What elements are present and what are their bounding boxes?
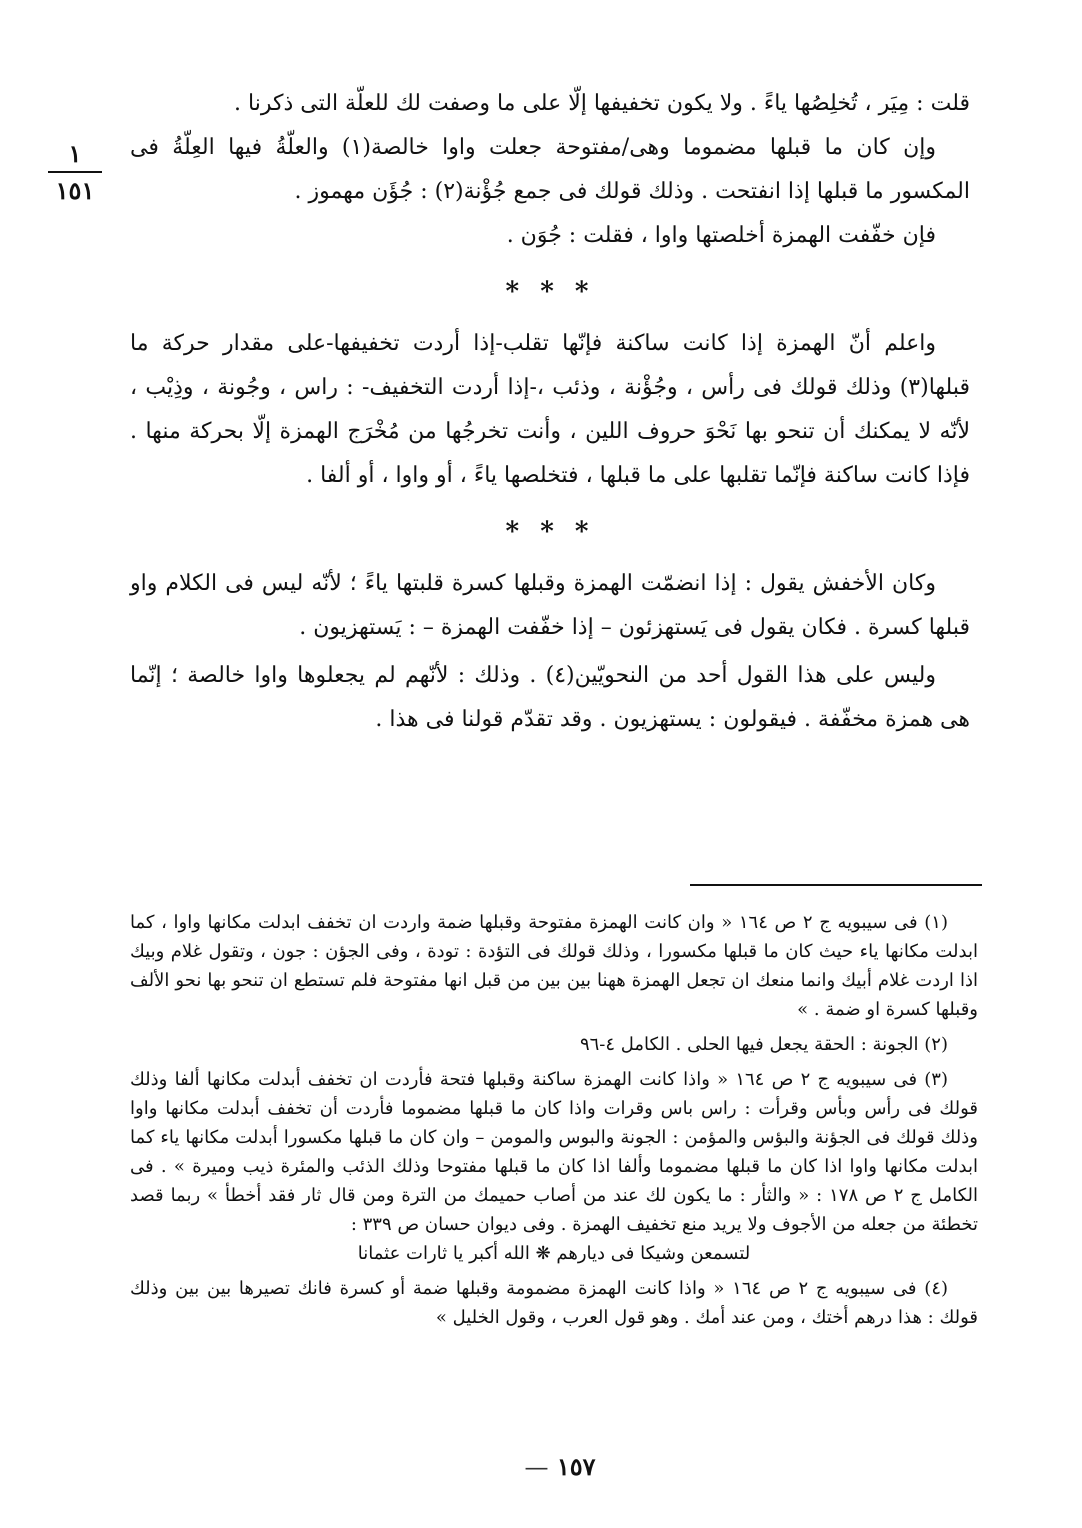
paragraph: وليس على هذا القول أحد من النحويّين(٤) . وذلك : لأنّهم لم يجعلوها واوا خالصة ؛ إنّما هى همزة مخفّفة . فيقولون : يستهزيون . وقد تقدّم قولنا فى هذا . <box>130 663 970 732</box>
margin-page-reference <box>40 140 110 204</box>
section-separator: * * * <box>505 517 595 547</box>
paragraph: وكان الأخفش يقول : إذا انضمّت الهمزة وقبلها كسرة قلبتها ياءً ؛ لأنّه ليس فى الكلام واو قبلها كسرة . فكان يقول فى يَستهزئون – إذا خفّفت الهمزة – : يَستهزيون . <box>130 571 970 640</box>
footnote-divider <box>690 884 982 886</box>
footnotes <box>130 902 978 1332</box>
margin-reference-top: ١ <box>68 139 82 168</box>
footnote-3-verse: لتسمعن وشيكا فى ديارهم ❋ الله أكبر يا ثارات عثمانا <box>357 1243 751 1264</box>
main-text <box>130 82 970 742</box>
paragraph: فإن خفّفت الهمزة أخلصتها واوا ، فقلت : جُوَن . <box>506 223 936 248</box>
section-separator: * * * <box>505 277 595 307</box>
paragraph: واعلم أنّ الهمزة إذا كانت ساكنة فإنّها تقلب-إذا أردت تخفيفها-على مقدار حركة ما قبلها(٣) وذلك قولك فى رأس ، وجُؤْنة ، وذئب ،-إذا أردت التخفيف- : راس ، وجُونة ، وذِيْب ، لأنّه لا يمكنك أن تنحو بها نَحْوَ حروف اللين ، وأنت تخرجُها من مُخْرَج الهمزة إلّا بحركة منها . فإذا كانت ساكنة فإنّما تقلبها على ما قبلها ، فتخلصها ياءً ، أو واوا ، أو ألفا . <box>130 331 970 488</box>
margin-reference-rule <box>48 171 102 173</box>
footnote-2: (٢) الجونة : الحقة يجعل فيها الحلى . الكامل ٤-٩٦ <box>579 1034 948 1055</box>
page-number-value: ١٥٧ <box>556 1452 596 1481</box>
paragraph: وإن كان ما قبلها مضموما وهى/مفتوحة جعلت واوا خالصة(١) والعلّةُ فيها العِلّةُ فى المكسور ما قبلها إذا انفتحت . وذلك قولك فى جمع جُؤْنة(٢) : جُؤَن مهموز . <box>130 135 970 204</box>
footnote-1: (١) فى سيبويه ج ٢ ص ١٦٤ « وان كانت الهمزة مفتوحة وقبلها ضمة واردت ان تخفف ابدلت مكانها واوا ، كما ابدلت مكانها ياء حيث كان ما قبلها مكسورا ، وذلك قولك فى التؤدة : تودة ، وفى الجؤن : جون ، وتقول غلام وبيك اذا اردت غلام أبيك وانما منعك ان تجعل الهمزة ههنا بين بين من قبل انها مفتوحة فلم تستطع ان تنحو بها نحو الألف وقبلها كسرة او ضمة . » <box>130 912 978 1020</box>
page-number <box>490 1452 630 1481</box>
margin-reference-bottom: ١٥١ <box>55 175 95 205</box>
paragraph: قلت : مِيَر ، تُخلِصُها ياءً . ولا يكون تخفيفها إلّا على ما وصفت لك للعلّة التى ذكرنا . <box>234 91 970 116</box>
footnote-3: (٣) فى سيبويه ج ٢ ص ١٦٤ « واذا كانت الهمزة ساكنة وقبلها فتحة فأردت ان تخفف أبدلت مكانها ألفا وذلك قولك فى رأس وبأس وقرأت : راس باس وقرات واذا كان ما قبلها مضموما فأردت أن تخفف أبدلت مكانها واوا وذلك قولك فى الجؤنة والبؤس والمؤمن : الجونة والبوس والمومن – وان كان ما قبلها مكسورا أبدلت مكانها ياء كما ابدلت مكانها واوا اذا كان ما قبلها مضموما وألفا اذا كان ما قبلها مفتوحا وذلك الذئب والمئرة ذيب وميرة » . فى الكامل ج ٢ ص ١٧٨ : « والثأر : ما يكون لك عند من أصاب حميمك من الترة ومن قال ثار فقد أخطأ » ربما قصد تخطئة من جعله من الأجوف ولا يريد منع تخفيف الهمزة . وفى ديوان حسان ص ٣٣٩ : <box>130 1069 978 1235</box>
footnote-4: (٤) فى سيبويه ج ٢ ص ١٦٤ « واذا كانت الهمزة مضمومة وقبلها ضمة أو كسرة فانك تصيرها بين بين وذلك قولك : هذا درهم أختك ، ومن عند أمك . وهو قول العرب ، وقول الخليل » <box>130 1278 978 1328</box>
page-number-dash: — <box>524 1453 549 1481</box>
